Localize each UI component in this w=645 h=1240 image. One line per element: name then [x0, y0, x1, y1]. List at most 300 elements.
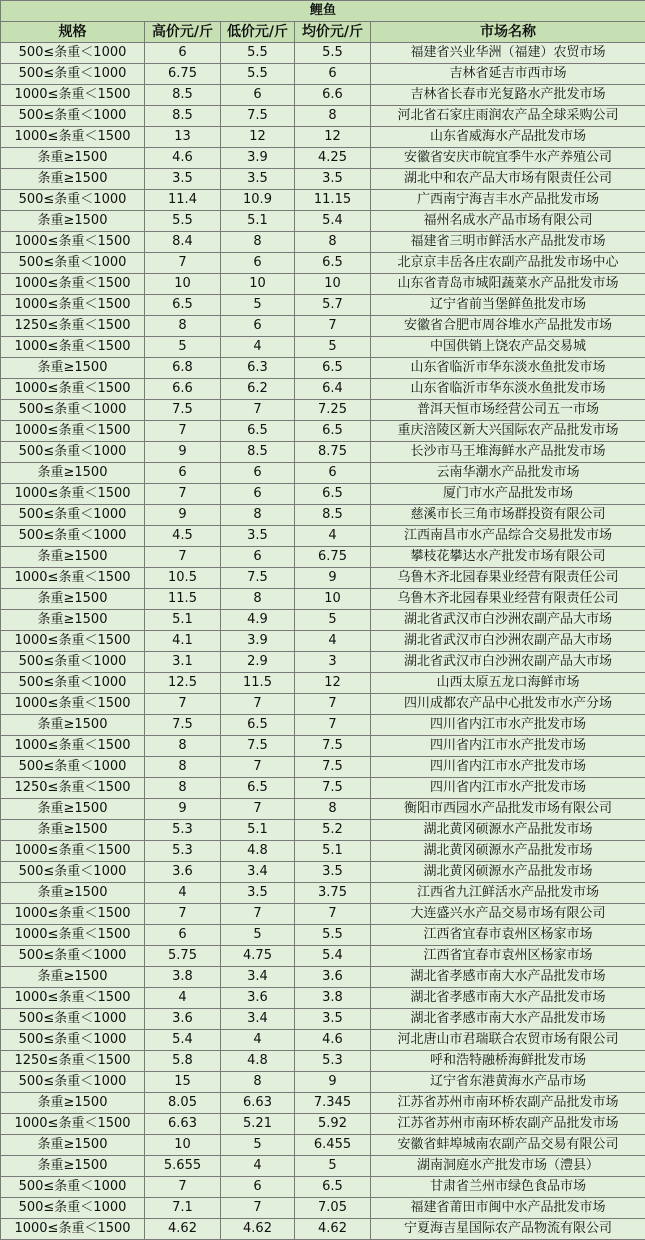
avg-price-cell: 8	[295, 106, 371, 127]
avg-price-cell: 7.5	[295, 778, 371, 799]
avg-price-cell: 5.7	[295, 295, 371, 316]
table-row	[1, 1114, 645, 1135]
avg-price-cell: 3.8	[295, 988, 371, 1009]
table-row	[1, 274, 645, 295]
spec-cell: 1000≤条重＜1500	[1, 694, 145, 715]
market-cell: 宁夏海吉星国际农产品物流有限公司	[371, 1219, 645, 1240]
high-price-cell: 6.6	[145, 379, 221, 400]
spec-cell: 条重≥1500	[1, 799, 145, 820]
market-cell: 四川省内江市水产批发市场	[371, 736, 645, 757]
avg-price-cell: 5.2	[295, 820, 371, 841]
avg-price-cell: 5.3	[295, 1051, 371, 1072]
high-price-cell: 7.5	[145, 715, 221, 736]
table-row	[1, 1219, 645, 1240]
spec-cell: 1000≤条重＜1500	[1, 1114, 145, 1135]
table-row	[1, 169, 645, 190]
header-avg-price: 均价元/斤	[295, 22, 371, 43]
market-cell: 长沙市马王堆海鲜水产品批发市场	[371, 442, 645, 463]
low-price-cell: 6.63	[221, 1093, 295, 1114]
table-row	[1, 442, 645, 463]
table-row	[1, 547, 645, 568]
high-price-cell: 8.05	[145, 1093, 221, 1114]
header-row	[1, 22, 645, 43]
market-cell: 北京京丰岳各庄农副产品批发市场中心	[371, 253, 645, 274]
spec-cell: 1000≤条重＜1500	[1, 421, 145, 442]
table-row	[1, 631, 645, 652]
table-row	[1, 946, 645, 967]
low-price-cell: 8	[221, 1072, 295, 1093]
market-cell: 江西省宜春市袁州区杨家市场	[371, 946, 645, 967]
spec-cell: 500≤条重＜1000	[1, 1009, 145, 1030]
avg-price-cell: 8.75	[295, 442, 371, 463]
table-row	[1, 925, 645, 946]
table-row	[1, 1135, 645, 1156]
table-row	[1, 1093, 645, 1114]
market-cell: 湖北黄冈硕源水产品批发市场	[371, 841, 645, 862]
spec-cell: 条重≥1500	[1, 547, 145, 568]
avg-price-cell: 4	[295, 526, 371, 547]
spec-cell: 500≤条重＜1000	[1, 1030, 145, 1051]
market-cell: 吉林省延吉市西市场	[371, 64, 645, 85]
header-high-price: 高价元/斤	[145, 22, 221, 43]
low-price-cell: 5.1	[221, 820, 295, 841]
spec-cell: 条重≥1500	[1, 358, 145, 379]
spec-cell: 1000≤条重＜1500	[1, 631, 145, 652]
spec-cell: 1000≤条重＜1500	[1, 904, 145, 925]
spec-cell: 500≤条重＜1000	[1, 526, 145, 547]
market-cell: 福州名成水产品市场有限公司	[371, 211, 645, 232]
market-cell: 湖北省武汉市白沙洲农副产品大市场	[371, 652, 645, 673]
table-row	[1, 484, 645, 505]
high-price-cell: 3.8	[145, 967, 221, 988]
avg-price-cell: 5	[295, 337, 371, 358]
high-price-cell: 9	[145, 799, 221, 820]
low-price-cell: 7	[221, 400, 295, 421]
market-cell: 中国供销上饶农产品交易城	[371, 337, 645, 358]
spec-cell: 1250≤条重＜1500	[1, 316, 145, 337]
high-price-cell: 5.5	[145, 211, 221, 232]
high-price-cell: 5.3	[145, 841, 221, 862]
spec-cell: 1250≤条重＜1500	[1, 1051, 145, 1072]
spec-cell: 1000≤条重＜1500	[1, 379, 145, 400]
avg-price-cell: 9	[295, 568, 371, 589]
market-cell: 大连盛兴水产品交易市场有限公司	[371, 904, 645, 925]
low-price-cell: 7.5	[221, 568, 295, 589]
header-spec: 规格	[1, 22, 145, 43]
low-price-cell: 3.5	[221, 883, 295, 904]
spec-cell: 1000≤条重＜1500	[1, 295, 145, 316]
table-row	[1, 1072, 645, 1093]
avg-price-cell: 7.5	[295, 736, 371, 757]
low-price-cell: 6.2	[221, 379, 295, 400]
avg-price-cell: 5	[295, 610, 371, 631]
header-market: 市场名称	[371, 22, 645, 43]
low-price-cell: 6	[221, 547, 295, 568]
low-price-cell: 4	[221, 1156, 295, 1177]
table-row	[1, 43, 645, 64]
spec-cell: 1000≤条重＜1500	[1, 841, 145, 862]
avg-price-cell: 7	[295, 316, 371, 337]
table-row	[1, 337, 645, 358]
high-price-cell: 9	[145, 442, 221, 463]
high-price-cell: 4	[145, 988, 221, 1009]
market-cell: 江苏省苏州市南环桥农副产品批发市场	[371, 1114, 645, 1135]
table-row	[1, 1030, 645, 1051]
table-row	[1, 253, 645, 274]
low-price-cell: 4	[221, 337, 295, 358]
low-price-cell: 2.9	[221, 652, 295, 673]
high-price-cell: 6.63	[145, 1114, 221, 1135]
table-row	[1, 883, 645, 904]
table-row	[1, 379, 645, 400]
high-price-cell: 6	[145, 43, 221, 64]
high-price-cell: 7	[145, 421, 221, 442]
market-cell: 山东省青岛市城阳蔬菜水产品批发市场	[371, 274, 645, 295]
market-cell: 辽宁省东港黄海水产品市场	[371, 1072, 645, 1093]
high-price-cell: 8	[145, 757, 221, 778]
spec-cell: 条重≥1500	[1, 589, 145, 610]
spec-cell: 1000≤条重＜1500	[1, 925, 145, 946]
avg-price-cell: 7	[295, 715, 371, 736]
market-cell: 江西省宜春市袁州区杨家市场	[371, 925, 645, 946]
avg-price-cell: 12	[295, 127, 371, 148]
low-price-cell: 6.5	[221, 421, 295, 442]
high-price-cell: 3.5	[145, 169, 221, 190]
avg-price-cell: 7.25	[295, 400, 371, 421]
spec-cell: 500≤条重＜1000	[1, 673, 145, 694]
market-cell: 安徽省合肥市周谷堆水产品批发市场	[371, 316, 645, 337]
low-price-cell: 4.62	[221, 1219, 295, 1240]
table-row	[1, 358, 645, 379]
table-row	[1, 295, 645, 316]
header-low-price: 低价元/斤	[221, 22, 295, 43]
market-cell: 安徽省蚌埠城南农副产品交易有限公司	[371, 1135, 645, 1156]
market-cell: 江西省九江鲜活水产品批发市场	[371, 883, 645, 904]
market-cell: 福建省三明市鲜活水产品批发市场	[371, 232, 645, 253]
market-cell: 重庆涪陵区新大兴国际农产品批发市场	[371, 421, 645, 442]
market-cell: 厦门市水产品批发市场	[371, 484, 645, 505]
spec-cell: 500≤条重＜1000	[1, 505, 145, 526]
low-price-cell: 3.9	[221, 631, 295, 652]
market-cell: 安徽省安庆市皖宜季牛水产养殖公司	[371, 148, 645, 169]
table-row	[1, 1177, 645, 1198]
high-price-cell: 5.3	[145, 820, 221, 841]
market-cell: 湖北省武汉市白沙洲农副产品大市场	[371, 610, 645, 631]
avg-price-cell: 5.1	[295, 841, 371, 862]
low-price-cell: 6.3	[221, 358, 295, 379]
avg-price-cell: 6.5	[295, 358, 371, 379]
low-price-cell: 7	[221, 694, 295, 715]
spec-cell: 条重≥1500	[1, 610, 145, 631]
avg-price-cell: 4.25	[295, 148, 371, 169]
avg-price-cell: 4.6	[295, 1030, 371, 1051]
high-price-cell: 10	[145, 1135, 221, 1156]
spec-cell: 条重≥1500	[1, 211, 145, 232]
market-cell: 山东省临沂市华东淡水鱼批发市场	[371, 379, 645, 400]
avg-price-cell: 5.4	[295, 946, 371, 967]
avg-price-cell: 3.5	[295, 1009, 371, 1030]
avg-price-cell: 3.75	[295, 883, 371, 904]
spec-cell: 500≤条重＜1000	[1, 43, 145, 64]
spec-cell: 1000≤条重＜1500	[1, 736, 145, 757]
table-row	[1, 106, 645, 127]
market-cell: 四川省内江市水产批发市场	[371, 757, 645, 778]
spec-cell: 条重≥1500	[1, 715, 145, 736]
table-row	[1, 967, 645, 988]
high-price-cell: 8.4	[145, 232, 221, 253]
table-row	[1, 862, 645, 883]
avg-price-cell: 6.75	[295, 547, 371, 568]
high-price-cell: 11.4	[145, 190, 221, 211]
high-price-cell: 3.1	[145, 652, 221, 673]
table-row	[1, 505, 645, 526]
high-price-cell: 4.62	[145, 1219, 221, 1240]
high-price-cell: 7	[145, 1177, 221, 1198]
high-price-cell: 7.1	[145, 1198, 221, 1219]
low-price-cell: 3.4	[221, 862, 295, 883]
low-price-cell: 6	[221, 316, 295, 337]
spec-cell: 1000≤条重＜1500	[1, 484, 145, 505]
market-cell: 江苏省苏州市南环桥农副产品批发市场	[371, 1093, 645, 1114]
market-cell: 湖北省孝感市南大水产品批发市场	[371, 967, 645, 988]
avg-price-cell: 4	[295, 631, 371, 652]
market-cell: 乌鲁木齐北园春果业经营有限责任公司	[371, 568, 645, 589]
low-price-cell: 3.9	[221, 148, 295, 169]
market-cell: 攀枝花攀达水产批发市场有限公司	[371, 547, 645, 568]
high-price-cell: 6.5	[145, 295, 221, 316]
market-cell: 湖北省武汉市白沙洲农副产品大市场	[371, 631, 645, 652]
market-cell: 广西南宁海吉丰水产品批发市场	[371, 190, 645, 211]
spec-cell: 条重≥1500	[1, 1093, 145, 1114]
spec-cell: 500≤条重＜1000	[1, 64, 145, 85]
high-price-cell: 5.655	[145, 1156, 221, 1177]
table-row	[1, 127, 645, 148]
low-price-cell: 7.5	[221, 736, 295, 757]
avg-price-cell: 4.62	[295, 1219, 371, 1240]
low-price-cell: 6	[221, 1177, 295, 1198]
low-price-cell: 11.5	[221, 673, 295, 694]
low-price-cell: 7	[221, 757, 295, 778]
spec-cell: 1000≤条重＜1500	[1, 232, 145, 253]
market-cell: 衡阳市西园水产品批发市场有限公司	[371, 799, 645, 820]
high-price-cell: 7	[145, 484, 221, 505]
table-row	[1, 1009, 645, 1030]
high-price-cell: 4.1	[145, 631, 221, 652]
low-price-cell: 5.5	[221, 64, 295, 85]
spec-cell: 500≤条重＜1000	[1, 106, 145, 127]
avg-price-cell: 3	[295, 652, 371, 673]
avg-price-cell: 5.4	[295, 211, 371, 232]
low-price-cell: 8	[221, 232, 295, 253]
table-row	[1, 211, 645, 232]
high-price-cell: 7	[145, 253, 221, 274]
low-price-cell: 8	[221, 505, 295, 526]
spec-cell: 1250≤条重＜1500	[1, 778, 145, 799]
low-price-cell: 6	[221, 85, 295, 106]
avg-price-cell: 7.5	[295, 757, 371, 778]
avg-price-cell: 6.5	[295, 484, 371, 505]
high-price-cell: 8.5	[145, 106, 221, 127]
avg-price-cell: 6	[295, 64, 371, 85]
spec-cell: 500≤条重＜1000	[1, 190, 145, 211]
low-price-cell: 7	[221, 904, 295, 925]
avg-price-cell: 7	[295, 904, 371, 925]
high-price-cell: 10.5	[145, 568, 221, 589]
market-cell: 湖北省孝感市南大水产品批发市场	[371, 988, 645, 1009]
avg-price-cell: 5.5	[295, 43, 371, 64]
avg-price-cell: 6.4	[295, 379, 371, 400]
table-row	[1, 400, 645, 421]
title-row	[1, 1, 645, 22]
low-price-cell: 10	[221, 274, 295, 295]
avg-price-cell: 5.5	[295, 925, 371, 946]
high-price-cell: 5	[145, 337, 221, 358]
spec-cell: 1000≤条重＜1500	[1, 568, 145, 589]
avg-price-cell: 10	[295, 589, 371, 610]
table-row	[1, 778, 645, 799]
market-cell: 山东省临沂市华东淡水鱼批发市场	[371, 358, 645, 379]
avg-price-cell: 10	[295, 274, 371, 295]
low-price-cell: 5.1	[221, 211, 295, 232]
spec-cell: 500≤条重＜1000	[1, 946, 145, 967]
low-price-cell: 8.5	[221, 442, 295, 463]
table-row	[1, 694, 645, 715]
table-row	[1, 988, 645, 1009]
spec-cell: 500≤条重＜1000	[1, 862, 145, 883]
spec-cell: 500≤条重＜1000	[1, 1177, 145, 1198]
table-row	[1, 1156, 645, 1177]
avg-price-cell: 7.05	[295, 1198, 371, 1219]
avg-price-cell: 5	[295, 1156, 371, 1177]
spec-cell: 500≤条重＜1000	[1, 253, 145, 274]
high-price-cell: 11.5	[145, 589, 221, 610]
avg-price-cell: 8.5	[295, 505, 371, 526]
low-price-cell: 7	[221, 1198, 295, 1219]
high-price-cell: 10	[145, 274, 221, 295]
avg-price-cell: 3.6	[295, 967, 371, 988]
avg-price-cell: 7	[295, 694, 371, 715]
table-row	[1, 841, 645, 862]
table-row	[1, 820, 645, 841]
spec-cell: 条重≥1500	[1, 463, 145, 484]
avg-price-cell: 6.6	[295, 85, 371, 106]
market-cell: 湖北省孝感市南大水产品批发市场	[371, 1009, 645, 1030]
market-cell: 甘肃省兰州市绿色食品市场	[371, 1177, 645, 1198]
spec-cell: 条重≥1500	[1, 148, 145, 169]
low-price-cell: 6.5	[221, 715, 295, 736]
high-price-cell: 8	[145, 736, 221, 757]
low-price-cell: 6.5	[221, 778, 295, 799]
market-cell: 普洱天恒市场经营公司五一市场	[371, 400, 645, 421]
high-price-cell: 12.5	[145, 673, 221, 694]
high-price-cell: 6	[145, 925, 221, 946]
table-row	[1, 421, 645, 442]
avg-price-cell: 6.5	[295, 1177, 371, 1198]
avg-price-cell: 8	[295, 799, 371, 820]
market-cell: 福建省莆田市闽中水产品批发市场	[371, 1198, 645, 1219]
low-price-cell: 4.8	[221, 1051, 295, 1072]
high-price-cell: 4	[145, 883, 221, 904]
high-price-cell: 8	[145, 316, 221, 337]
market-cell: 乌鲁木齐北园春果业经营有限责任公司	[371, 589, 645, 610]
high-price-cell: 7	[145, 694, 221, 715]
low-price-cell: 8	[221, 589, 295, 610]
low-price-cell: 10.9	[221, 190, 295, 211]
avg-price-cell: 12	[295, 673, 371, 694]
market-cell: 四川省内江市水产批发市场	[371, 715, 645, 736]
market-cell: 河北唐山市君瑞联合农贸市场有限公司	[371, 1030, 645, 1051]
high-price-cell: 7	[145, 904, 221, 925]
table-row	[1, 904, 645, 925]
spec-cell: 1000≤条重＜1500	[1, 274, 145, 295]
spec-cell: 条重≥1500	[1, 883, 145, 904]
spec-cell: 条重≥1500	[1, 1135, 145, 1156]
low-price-cell: 7	[221, 799, 295, 820]
spec-cell: 1000≤条重＜1500	[1, 127, 145, 148]
market-cell: 福建省兴业华洲（福建）农贸市场	[371, 43, 645, 64]
spec-cell: 1000≤条重＜1500	[1, 85, 145, 106]
avg-price-cell: 7.345	[295, 1093, 371, 1114]
low-price-cell: 12	[221, 127, 295, 148]
spec-cell: 500≤条重＜1000	[1, 442, 145, 463]
table-row	[1, 589, 645, 610]
low-price-cell: 6	[221, 484, 295, 505]
spec-cell: 1000≤条重＜1500	[1, 1219, 145, 1240]
spec-cell: 条重≥1500	[1, 169, 145, 190]
table-row	[1, 232, 645, 253]
market-cell: 山西太原五龙口海鲜市场	[371, 673, 645, 694]
avg-price-cell: 6.5	[295, 421, 371, 442]
avg-price-cell: 11.15	[295, 190, 371, 211]
low-price-cell: 5	[221, 295, 295, 316]
market-cell: 河北省石家庄雨润农产品全球采购公司	[371, 106, 645, 127]
low-price-cell: 4.75	[221, 946, 295, 967]
spec-cell: 1000≤条重＜1500	[1, 988, 145, 1009]
high-price-cell: 5.8	[145, 1051, 221, 1072]
high-price-cell: 15	[145, 1072, 221, 1093]
spec-cell: 条重≥1500	[1, 1156, 145, 1177]
high-price-cell: 9	[145, 505, 221, 526]
high-price-cell: 4.6	[145, 148, 221, 169]
spec-cell: 条重≥1500	[1, 967, 145, 988]
market-cell: 慈溪市长三角市场群投资有限公司	[371, 505, 645, 526]
avg-price-cell: 3.5	[295, 862, 371, 883]
market-cell: 湖北黄冈硕源水产品批发市场	[371, 820, 645, 841]
market-cell: 山东省威海水产品批发市场	[371, 127, 645, 148]
spec-cell: 500≤条重＜1000	[1, 652, 145, 673]
market-cell: 云南华潮水产品批发市场	[371, 463, 645, 484]
spec-cell: 条重≥1500	[1, 820, 145, 841]
low-price-cell: 4	[221, 1030, 295, 1051]
avg-price-cell: 6.5	[295, 253, 371, 274]
avg-price-cell: 9	[295, 1072, 371, 1093]
low-price-cell: 3.4	[221, 967, 295, 988]
table-row	[1, 64, 645, 85]
low-price-cell: 3.5	[221, 526, 295, 547]
table-row	[1, 652, 645, 673]
table-row	[1, 736, 645, 757]
high-price-cell: 5.75	[145, 946, 221, 967]
low-price-cell: 5.5	[221, 43, 295, 64]
table-row	[1, 757, 645, 778]
market-cell: 湖北黄冈硕源水产品批发市场	[371, 862, 645, 883]
table-body	[1, 43, 645, 1240]
high-price-cell: 7.5	[145, 400, 221, 421]
high-price-cell: 8.5	[145, 85, 221, 106]
table-row	[1, 673, 645, 694]
high-price-cell: 4.5	[145, 526, 221, 547]
spec-cell: 500≤条重＜1000	[1, 400, 145, 421]
